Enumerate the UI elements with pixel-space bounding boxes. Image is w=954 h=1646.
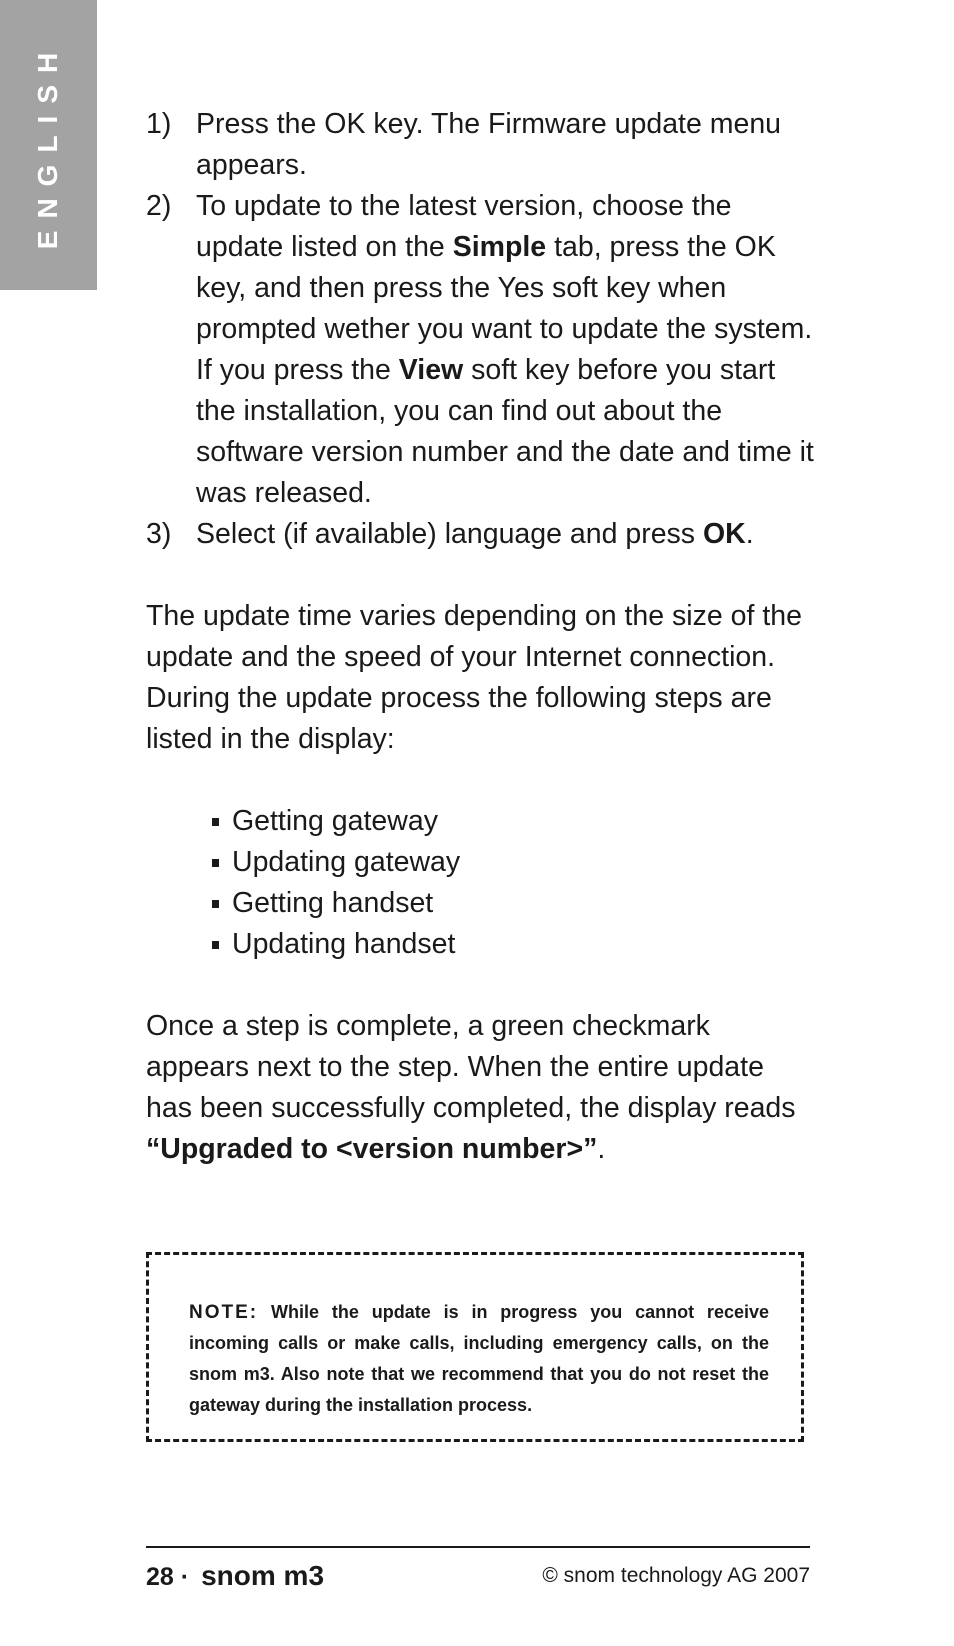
step-text: Select (if available) language and press <box>196 518 703 550</box>
step-text-bold: View <box>398 354 464 386</box>
step-number: 2) <box>146 190 172 222</box>
note-label: NOTE: <box>189 1302 259 1323</box>
note-body: While the update is in progress you cannot receive incoming calls or make calls, including emergency calls, on the <box>189 1302 769 1353</box>
step-text-bold: Simple <box>452 231 547 263</box>
note-body: . Also note that we recommend that you do not reset the gateway during the installation process. <box>189 1364 769 1415</box>
completion-end: . <box>597 1133 606 1165</box>
note-brand: snom m3 <box>189 1364 270 1384</box>
note-text <box>189 1297 769 1421</box>
note-box <box>146 1252 804 1442</box>
main-content <box>146 104 816 1170</box>
update-time-paragraph: The update time varies depending on the size of the update and the speed of your Internet connection. During the update process the following steps are listed in the display: <box>146 600 802 755</box>
completion-text: Once a step is complete, a green checkmark appears next to the step. When the entire update has been successfully completed, the display reads <box>146 1010 796 1124</box>
step-text: soft key before you start the installation, you can find out about the software version number and the date and time it was released. <box>196 354 814 509</box>
step-text: To update to the latest version, choose the update listed on the <box>196 190 732 263</box>
completion-paragraph <box>146 1006 816 1170</box>
page-number: 28 · <box>146 1563 190 1591</box>
footer-brand: snom m3 <box>201 1560 325 1591</box>
step-item <box>146 104 816 186</box>
step-item <box>146 514 816 555</box>
list-item: Updating gateway <box>212 842 816 883</box>
steps-list <box>146 104 816 555</box>
step-text: Press the OK key. The Firmware update menu appears. <box>196 108 782 181</box>
completion-message: “Upgraded to <version number>” <box>146 1133 598 1165</box>
step-text: . <box>745 518 754 550</box>
step-number: 1) <box>146 108 172 140</box>
list-item: Updating handset <box>212 924 816 965</box>
step-item <box>146 186 816 514</box>
footer-rule <box>146 1546 810 1548</box>
footer-page-info <box>146 1560 324 1592</box>
footer-copyright: © snom technology AG 2007 <box>542 1564 810 1587</box>
update-steps-list <box>212 801 816 965</box>
language-label: ENGLISH <box>32 40 63 250</box>
language-tab <box>0 0 97 290</box>
list-item: Getting handset <box>212 883 816 924</box>
list-item: Getting gateway <box>212 801 816 842</box>
step-text: tab, press the OK key, and then press the Yes soft key when prompted wether you want to update the system. If you press the <box>196 231 813 386</box>
step-text-bold: OK <box>702 518 746 550</box>
step-number: 3) <box>146 518 172 550</box>
